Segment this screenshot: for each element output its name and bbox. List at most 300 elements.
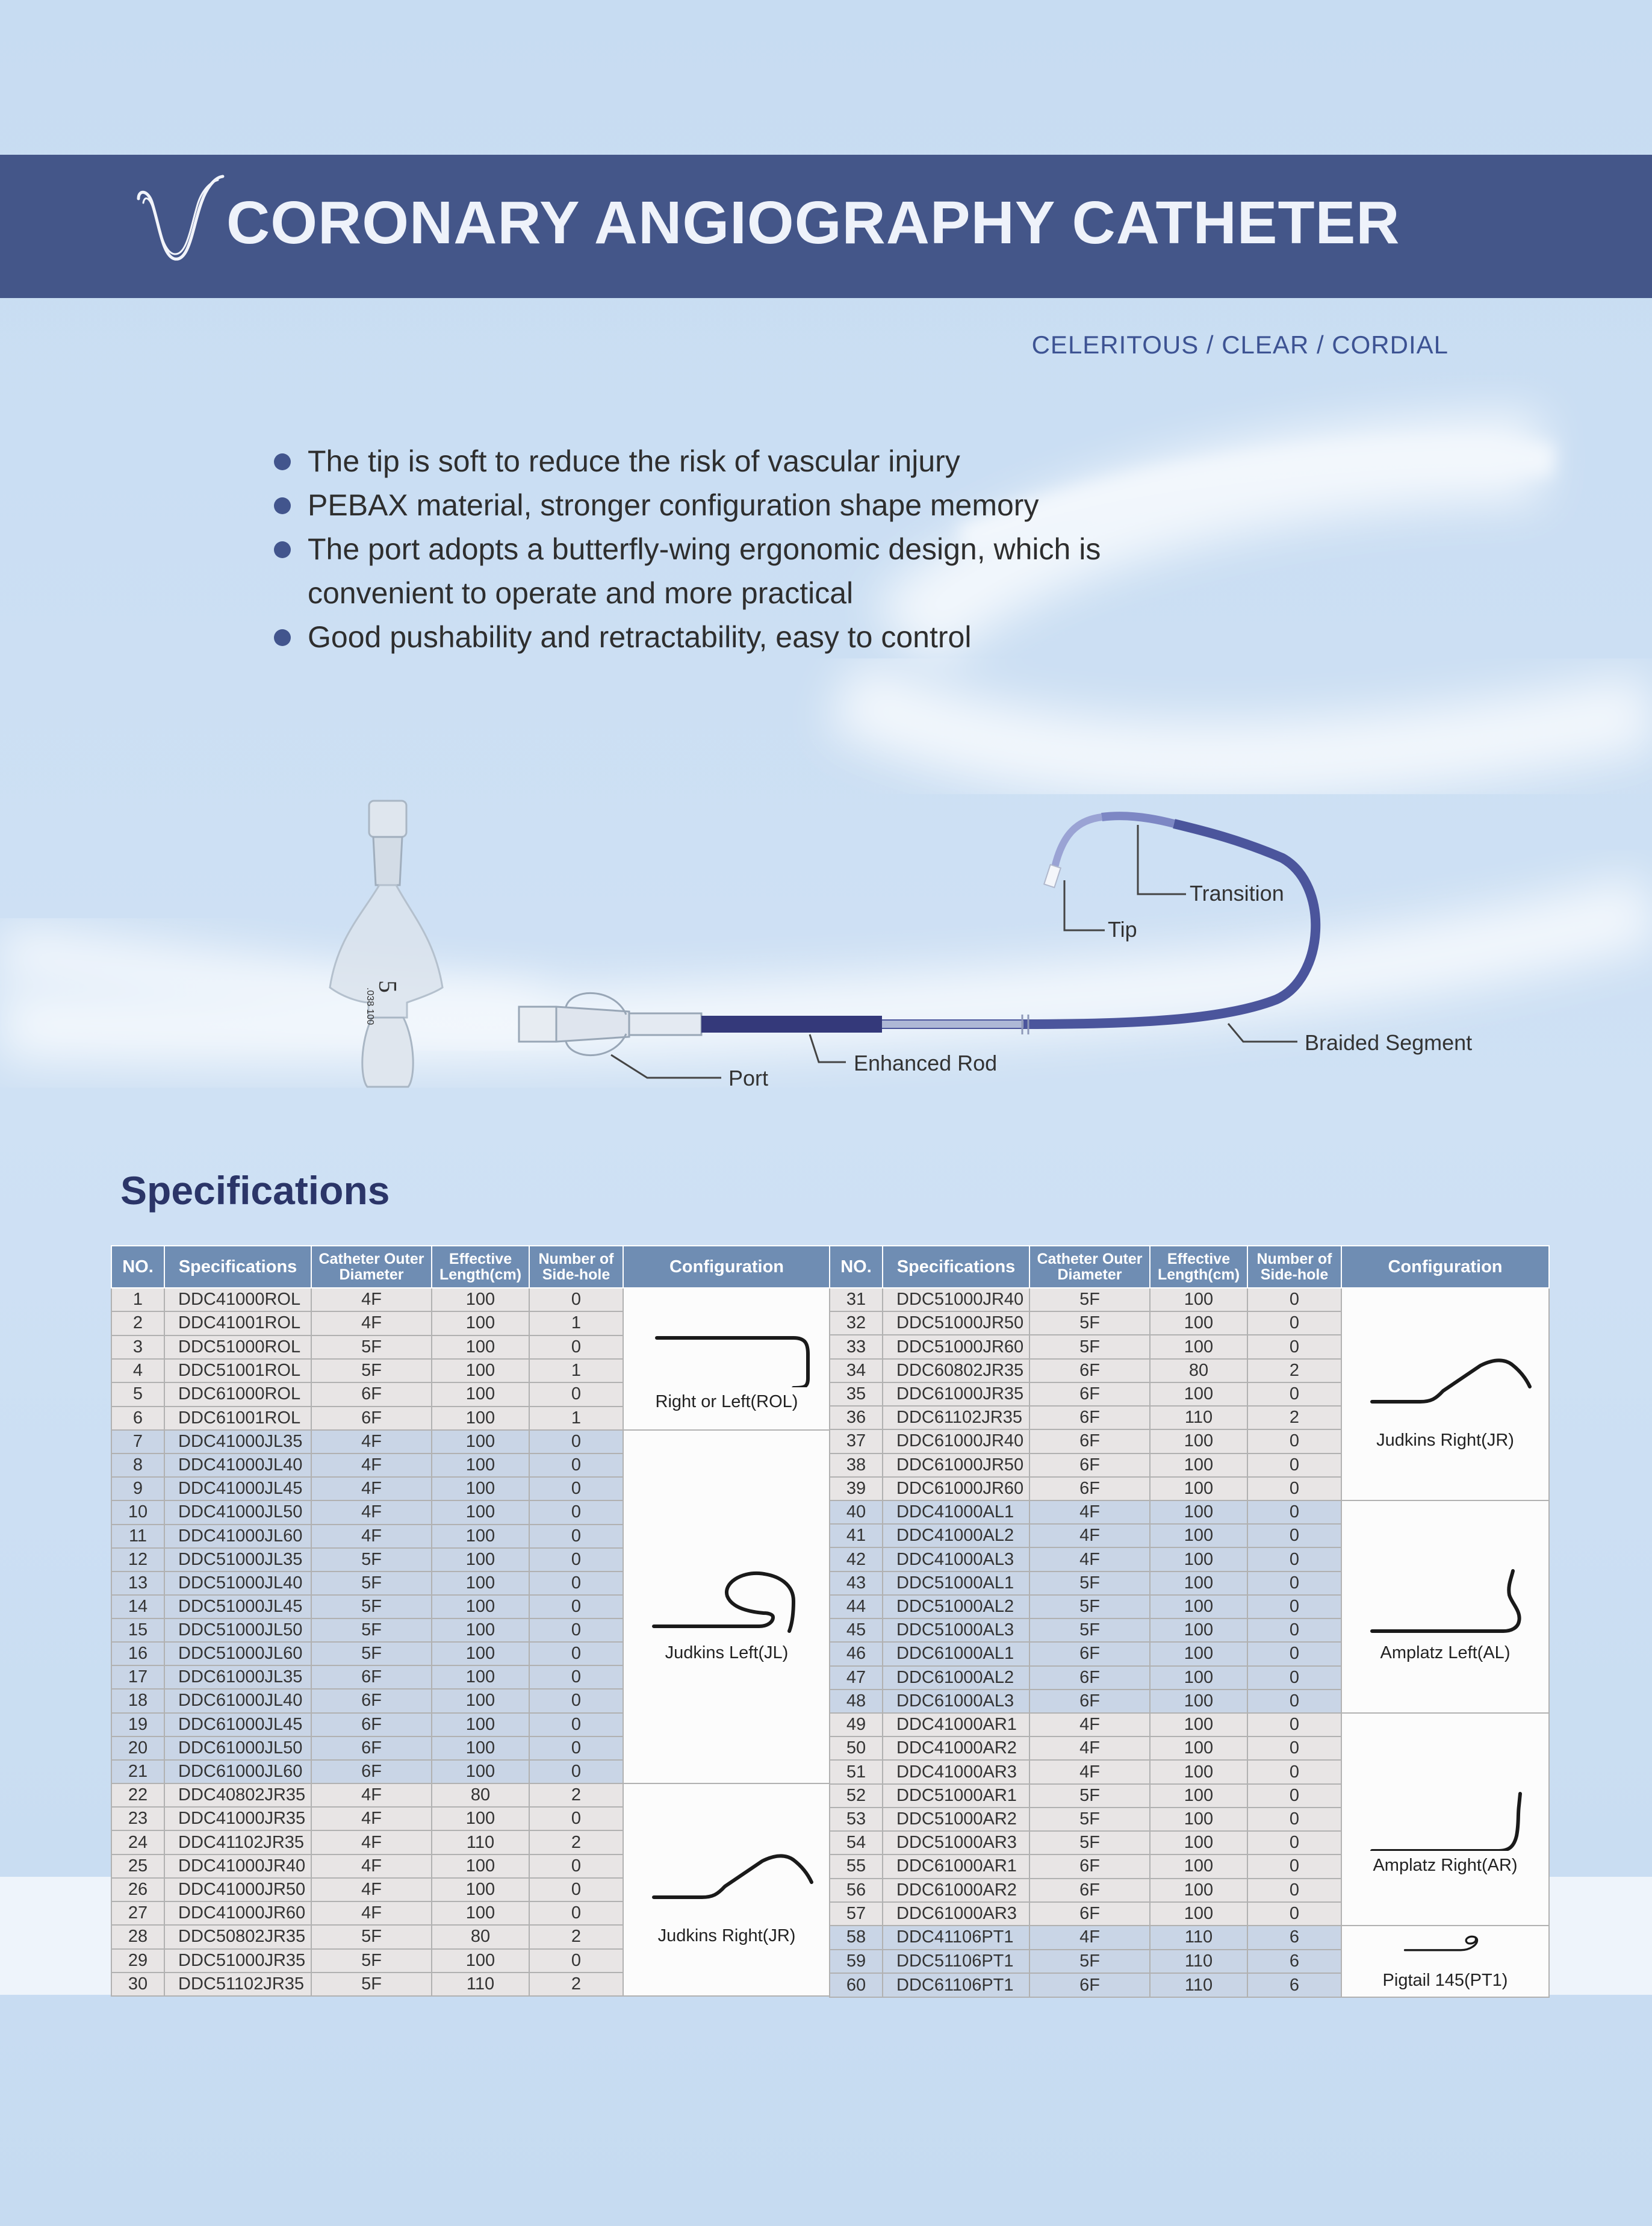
cell-len: 100 xyxy=(432,1430,529,1453)
callout-tip: Tip xyxy=(1108,917,1137,942)
cell-od: 5F xyxy=(1029,1831,1150,1854)
cell-len: 100 xyxy=(432,1311,529,1335)
cell-no: 35 xyxy=(830,1382,883,1406)
configuration-cell-ar xyxy=(1341,1713,1549,1926)
feature-item xyxy=(274,527,1213,615)
catheter-shape-jl-icon xyxy=(627,1548,825,1638)
enhanced-rod xyxy=(701,1016,882,1033)
col-configuration: Configuration xyxy=(1341,1246,1549,1288)
cell-len: 100 xyxy=(1150,1713,1247,1736)
cell-no: 49 xyxy=(830,1713,883,1736)
cell-holes: 0 xyxy=(1247,1784,1341,1808)
cell-holes: 6 xyxy=(1247,1926,1341,1950)
cell-no: 16 xyxy=(111,1642,164,1665)
catheter-shape-al-icon xyxy=(1345,1548,1544,1638)
cell-spec: DDC51102JR35 xyxy=(164,1973,311,1996)
cell-od: 6F xyxy=(1029,1690,1150,1713)
cell-od: 6F xyxy=(311,1736,432,1760)
cell-spec: DDC61000AR2 xyxy=(883,1879,1029,1902)
cell-no: 28 xyxy=(111,1925,164,1948)
cell-no: 14 xyxy=(111,1595,164,1618)
cell-no: 13 xyxy=(111,1572,164,1595)
configuration-label: Judkins Right(JR) xyxy=(1376,1430,1514,1450)
col-no: NO. xyxy=(111,1246,164,1288)
cell-no: 52 xyxy=(830,1784,883,1808)
cell-no: 10 xyxy=(111,1500,164,1524)
cell-spec: DDC61000ROL xyxy=(164,1382,311,1406)
cell-holes: 0 xyxy=(1247,1902,1341,1926)
bullet-icon xyxy=(274,453,291,470)
cell-len: 100 xyxy=(1150,1453,1247,1477)
cell-od: 4F xyxy=(311,1807,432,1830)
cell-len: 100 xyxy=(432,1713,529,1736)
feature-list xyxy=(274,440,1237,659)
cell-no: 1 xyxy=(111,1288,164,1311)
configuration-cell-jr xyxy=(1341,1288,1549,1500)
cell-od: 6F xyxy=(1029,1902,1150,1926)
cell-spec: DDC41001ROL xyxy=(164,1311,311,1335)
cell-len: 110 xyxy=(1150,1950,1247,1974)
cell-len: 100 xyxy=(1150,1690,1247,1713)
cell-len: 80 xyxy=(432,1783,529,1807)
cell-spec: DDC51000JR40 xyxy=(883,1288,1029,1311)
cell-holes: 0 xyxy=(1247,1760,1341,1783)
col-effective-length: Effective Length(cm) xyxy=(1150,1246,1247,1288)
cell-spec: DDC51000JL40 xyxy=(164,1572,311,1595)
cell-no: 8 xyxy=(111,1453,164,1477)
cell-holes: 0 xyxy=(1247,1642,1341,1665)
braided-segment xyxy=(882,824,1315,1024)
cell-spec: DDC51000AR3 xyxy=(883,1831,1029,1854)
cell-spec: DDC61106PT1 xyxy=(883,1973,1029,1997)
cell-len: 110 xyxy=(432,1830,529,1854)
bullet-icon xyxy=(274,497,291,514)
cell-spec: DDC51000JR60 xyxy=(883,1335,1029,1358)
cell-no: 20 xyxy=(111,1736,164,1760)
cell-no: 18 xyxy=(111,1689,164,1712)
cell-spec: DDC51000JL60 xyxy=(164,1642,311,1665)
cell-od: 6F xyxy=(311,1713,432,1736)
cell-no: 5 xyxy=(111,1382,164,1406)
cell-spec: DDC41000JL60 xyxy=(164,1525,311,1548)
cell-spec: DDC41000JL45 xyxy=(164,1477,311,1500)
cell-od: 5F xyxy=(311,1925,432,1948)
cell-len: 100 xyxy=(1150,1500,1247,1524)
cell-len: 100 xyxy=(432,1595,529,1618)
cell-holes: 0 xyxy=(529,1453,623,1477)
configuration-box xyxy=(624,1431,830,1783)
cell-no: 42 xyxy=(830,1547,883,1571)
feature-text: Good pushability and retractability, easy to control xyxy=(308,620,972,654)
page-title: CORONARY ANGIOGRAPHY CATHETER xyxy=(226,189,1400,256)
callout-port: Port xyxy=(728,1066,769,1090)
cell-no: 37 xyxy=(830,1429,883,1453)
cell-spec: DDC41102JR35 xyxy=(164,1830,311,1854)
cell-spec: DDC41000JR50 xyxy=(164,1878,311,1901)
cell-no: 50 xyxy=(830,1736,883,1760)
cell-no: 27 xyxy=(111,1901,164,1925)
cell-od: 6F xyxy=(1029,1879,1150,1902)
cell-no: 55 xyxy=(830,1854,883,1878)
cell-len: 100 xyxy=(1150,1547,1247,1571)
cell-od: 6F xyxy=(1029,1973,1150,1997)
cell-spec: DDC41000JR35 xyxy=(164,1807,311,1830)
cell-no: 51 xyxy=(830,1760,883,1783)
cell-holes: 0 xyxy=(1247,1500,1341,1524)
cell-od: 4F xyxy=(311,1453,432,1477)
cell-len: 100 xyxy=(432,1854,529,1878)
cell-len: 100 xyxy=(432,1949,529,1973)
feature-item xyxy=(274,615,1237,659)
cell-len: 110 xyxy=(1150,1406,1247,1429)
cell-od: 6F xyxy=(311,1689,432,1712)
cell-spec: DDC61000JR60 xyxy=(883,1477,1029,1500)
configuration-label: Judkins Right(JR) xyxy=(657,1926,796,1945)
cell-od: 5F xyxy=(311,1618,432,1642)
catheter-shape-rol-icon xyxy=(627,1303,825,1387)
feature-text: The port adopts a butterfly-wing ergonomic design, which is convenient to operate and more practical xyxy=(308,532,1101,610)
cell-spec: DDC51000JR35 xyxy=(164,1949,311,1973)
cell-holes: 0 xyxy=(1247,1429,1341,1453)
cell-spec: DDC51000AR2 xyxy=(883,1808,1029,1831)
configuration-cell-al xyxy=(1341,1500,1549,1713)
cell-len: 100 xyxy=(432,1382,529,1406)
table-row xyxy=(111,1430,830,1453)
cell-od: 5F xyxy=(1029,1288,1150,1311)
cell-holes: 2 xyxy=(529,1783,623,1807)
table-row xyxy=(830,1288,1549,1311)
cell-len: 100 xyxy=(432,1288,529,1311)
cell-od: 6F xyxy=(1029,1406,1150,1429)
cell-holes: 0 xyxy=(1247,1547,1341,1571)
configuration-label: Right or Left(ROL) xyxy=(655,1392,798,1411)
cell-holes: 0 xyxy=(1247,1618,1341,1642)
cell-spec: DDC51106PT1 xyxy=(883,1950,1029,1974)
cell-len: 100 xyxy=(432,1689,529,1712)
cell-no: 9 xyxy=(111,1477,164,1500)
cell-od: 6F xyxy=(1029,1854,1150,1878)
cell-len: 100 xyxy=(1150,1666,1247,1690)
cell-spec: DDC61000AR1 xyxy=(883,1854,1029,1878)
cell-holes: 0 xyxy=(529,1665,623,1689)
cell-od: 4F xyxy=(311,1783,432,1807)
configuration-box xyxy=(624,1784,830,1995)
cell-holes: 0 xyxy=(1247,1854,1341,1878)
cell-spec: DDC61000AR3 xyxy=(883,1902,1029,1926)
cell-od: 5F xyxy=(311,1642,432,1665)
cell-len: 80 xyxy=(432,1925,529,1948)
cell-od: 5F xyxy=(311,1595,432,1618)
cell-len: 110 xyxy=(432,1973,529,1996)
col-configuration: Configuration xyxy=(623,1246,830,1288)
cell-len: 100 xyxy=(1150,1879,1247,1902)
hub-marking: 5 xyxy=(373,980,401,993)
cell-spec: DDC60802JR35 xyxy=(883,1359,1029,1382)
cell-no: 23 xyxy=(111,1807,164,1830)
cell-od: 4F xyxy=(311,1878,432,1901)
feature-item xyxy=(274,483,1237,527)
spec-table-right xyxy=(829,1245,1550,1998)
cell-no: 11 xyxy=(111,1525,164,1548)
cell-od: 4F xyxy=(1029,1713,1150,1736)
cell-spec: DDC51000ROL xyxy=(164,1335,311,1359)
cell-spec: DDC41000JL50 xyxy=(164,1500,311,1524)
cell-no: 2 xyxy=(111,1311,164,1335)
cell-no: 33 xyxy=(830,1335,883,1358)
cell-len: 100 xyxy=(432,1407,529,1430)
cell-spec: DDC61000JL50 xyxy=(164,1736,311,1760)
cell-no: 32 xyxy=(830,1311,883,1335)
cell-no: 44 xyxy=(830,1595,883,1618)
cell-spec: DDC51000AL3 xyxy=(883,1618,1029,1642)
cell-len: 100 xyxy=(1150,1760,1247,1783)
cell-od: 5F xyxy=(1029,1572,1150,1595)
cell-len: 100 xyxy=(1150,1335,1247,1358)
cell-len: 100 xyxy=(1150,1618,1247,1642)
cell-holes: 0 xyxy=(529,1878,623,1901)
cell-no: 4 xyxy=(111,1359,164,1382)
cell-holes: 0 xyxy=(529,1713,623,1736)
cell-holes: 0 xyxy=(529,1525,623,1548)
bullet-icon xyxy=(274,629,291,646)
configuration-cell-pt xyxy=(1341,1926,1549,1997)
cell-len: 100 xyxy=(432,1736,529,1760)
cell-od: 4F xyxy=(311,1430,432,1453)
cell-holes: 0 xyxy=(529,1382,623,1406)
cell-len: 100 xyxy=(432,1618,529,1642)
cell-spec: DDC61000JL45 xyxy=(164,1713,311,1736)
cell-len: 100 xyxy=(432,1572,529,1595)
cell-len: 100 xyxy=(432,1901,529,1925)
cell-len: 80 xyxy=(1150,1359,1247,1382)
cell-holes: 0 xyxy=(529,1901,623,1925)
cell-len: 100 xyxy=(1150,1524,1247,1547)
cell-no: 30 xyxy=(111,1973,164,1996)
cell-len: 100 xyxy=(1150,1784,1247,1808)
cell-holes: 0 xyxy=(529,1760,623,1783)
hub-marking-small: .038 100 xyxy=(365,987,375,1025)
cell-spec: DDC51000JL35 xyxy=(164,1548,311,1572)
cell-spec: DDC61000JL60 xyxy=(164,1760,311,1783)
cell-od: 5F xyxy=(311,1548,432,1572)
cell-od: 5F xyxy=(1029,1311,1150,1335)
cell-no: 25 xyxy=(111,1854,164,1878)
cell-od: 5F xyxy=(311,1335,432,1359)
cell-od: 4F xyxy=(1029,1500,1150,1524)
cell-spec: DDC61000JR50 xyxy=(883,1453,1029,1477)
cell-no: 56 xyxy=(830,1879,883,1902)
cell-spec: DDC61000JL35 xyxy=(164,1665,311,1689)
col-outer-diameter: Catheter Outer Diameter xyxy=(311,1246,432,1288)
cell-od: 4F xyxy=(1029,1926,1150,1950)
cell-holes: 2 xyxy=(529,1830,623,1854)
catheter-hub-image xyxy=(330,801,442,1087)
cell-len: 100 xyxy=(432,1500,529,1524)
cell-spec: DDC51000JL50 xyxy=(164,1618,311,1642)
configuration-cell-jr xyxy=(623,1783,830,1996)
cell-od: 5F xyxy=(1029,1595,1150,1618)
cell-od: 4F xyxy=(311,1477,432,1500)
cell-od: 6F xyxy=(1029,1477,1150,1500)
cell-holes: 0 xyxy=(529,1477,623,1500)
configuration-label: Amplatz Left(AL) xyxy=(1380,1643,1511,1662)
cell-holes: 2 xyxy=(529,1925,623,1948)
cell-no: 36 xyxy=(830,1406,883,1429)
cell-len: 100 xyxy=(432,1642,529,1665)
cell-holes: 0 xyxy=(1247,1690,1341,1713)
cell-spec: DDC61000AL3 xyxy=(883,1690,1029,1713)
cell-len: 100 xyxy=(432,1359,529,1382)
cell-spec: DDC51000AR1 xyxy=(883,1784,1029,1808)
cell-no: 34 xyxy=(830,1359,883,1382)
cell-len: 100 xyxy=(432,1548,529,1572)
cell-len: 100 xyxy=(432,1477,529,1500)
cell-spec: DDC51000AL1 xyxy=(883,1572,1029,1595)
cell-spec: DDC61102JR35 xyxy=(883,1406,1029,1429)
col-effective-length: Effective Length(cm) xyxy=(432,1246,529,1288)
cell-spec: DDC41000JL40 xyxy=(164,1453,311,1477)
cell-holes: 0 xyxy=(1247,1453,1341,1477)
cell-holes: 0 xyxy=(529,1548,623,1572)
table-header-row xyxy=(830,1246,1549,1288)
cell-od: 4F xyxy=(311,1830,432,1854)
cell-len: 100 xyxy=(1150,1902,1247,1926)
cell-od: 5F xyxy=(311,1359,432,1382)
cell-holes: 0 xyxy=(529,1642,623,1665)
cell-od: 4F xyxy=(311,1854,432,1878)
cell-spec: DDC51000AL2 xyxy=(883,1595,1029,1618)
cell-od: 5F xyxy=(311,1572,432,1595)
cell-no: 54 xyxy=(830,1831,883,1854)
cell-holes: 0 xyxy=(529,1854,623,1878)
cell-holes: 2 xyxy=(1247,1406,1341,1429)
cell-no: 15 xyxy=(111,1618,164,1642)
cell-no: 24 xyxy=(111,1830,164,1854)
configuration-box xyxy=(1342,1926,1548,1997)
cell-no: 12 xyxy=(111,1548,164,1572)
transition-segment xyxy=(1102,816,1174,824)
cell-holes: 0 xyxy=(529,1618,623,1642)
cell-od: 4F xyxy=(311,1500,432,1524)
cell-holes: 0 xyxy=(529,1335,623,1359)
col-outer-diameter: Catheter Outer Diameter xyxy=(1029,1246,1150,1288)
cell-spec: DDC41000JL35 xyxy=(164,1430,311,1453)
catheter-tip xyxy=(1055,817,1102,867)
cell-len: 100 xyxy=(432,1878,529,1901)
cell-holes: 0 xyxy=(1247,1288,1341,1311)
configuration-label: Amplatz Right(AR) xyxy=(1373,1855,1518,1875)
catheter-port xyxy=(519,993,701,1055)
cell-holes: 0 xyxy=(1247,1477,1341,1500)
cell-no: 19 xyxy=(111,1713,164,1736)
tagline: CELERITOUS / CLEAR / CORDIAL xyxy=(1031,331,1449,359)
cell-no: 17 xyxy=(111,1665,164,1689)
cell-holes: 2 xyxy=(529,1973,623,1996)
cell-len: 110 xyxy=(1150,1926,1247,1950)
specifications-heading: Specifications xyxy=(120,1168,390,1213)
cell-no: 59 xyxy=(830,1950,883,1974)
col-side-holes: Number of Side-hole xyxy=(1247,1246,1341,1288)
configuration-cell-rol xyxy=(623,1288,830,1430)
cell-od: 6F xyxy=(1029,1453,1150,1477)
cell-len: 100 xyxy=(432,1335,529,1359)
callout-enhanced-rod: Enhanced Rod xyxy=(854,1051,998,1075)
configuration-box xyxy=(1342,1714,1548,1925)
cell-od: 6F xyxy=(311,1665,432,1689)
cell-len: 110 xyxy=(1150,1973,1247,1997)
cell-len: 100 xyxy=(1150,1808,1247,1831)
cell-spec: DDC51000JL45 xyxy=(164,1595,311,1618)
bullet-icon xyxy=(274,541,291,558)
table-row xyxy=(830,1926,1549,1950)
cell-od: 5F xyxy=(311,1973,432,1996)
cell-od: 5F xyxy=(1029,1618,1150,1642)
cell-len: 100 xyxy=(1150,1311,1247,1335)
col-side-holes: Number of Side-hole xyxy=(529,1246,623,1288)
cell-holes: 0 xyxy=(529,1595,623,1618)
cell-od: 5F xyxy=(1029,1950,1150,1974)
cell-holes: 1 xyxy=(529,1407,623,1430)
cell-holes: 0 xyxy=(529,1736,623,1760)
cell-holes: 0 xyxy=(1247,1524,1341,1547)
cell-len: 100 xyxy=(1150,1288,1247,1311)
cell-od: 4F xyxy=(1029,1736,1150,1760)
configuration-box xyxy=(1342,1289,1548,1500)
feature-item xyxy=(274,440,1237,483)
cell-len: 100 xyxy=(1150,1477,1247,1500)
cell-od: 6F xyxy=(311,1407,432,1430)
cell-holes: 0 xyxy=(529,1572,623,1595)
cell-spec: DDC50802JR35 xyxy=(164,1925,311,1948)
configuration-label: Pigtail 145(PT1) xyxy=(1382,1970,1508,1990)
cell-no: 3 xyxy=(111,1335,164,1359)
cell-no: 57 xyxy=(830,1902,883,1926)
cell-no: 58 xyxy=(830,1926,883,1950)
cell-holes: 0 xyxy=(1247,1595,1341,1618)
cell-spec: DDC61000AL2 xyxy=(883,1666,1029,1690)
cell-holes: 0 xyxy=(529,1430,623,1453)
table-row xyxy=(111,1783,830,1807)
cell-len: 100 xyxy=(1150,1854,1247,1878)
cell-holes: 0 xyxy=(1247,1713,1341,1736)
cell-no: 7 xyxy=(111,1430,164,1453)
cell-holes: 2 xyxy=(1247,1359,1341,1382)
cell-od: 5F xyxy=(1029,1335,1150,1358)
cell-holes: 0 xyxy=(1247,1666,1341,1690)
spec-table-left xyxy=(111,1245,831,1997)
cell-spec: DDC51000JR50 xyxy=(883,1311,1029,1335)
cell-holes: 0 xyxy=(1247,1335,1341,1358)
callout-transition: Transition xyxy=(1190,881,1284,906)
catheter-logo-icon xyxy=(126,172,229,268)
cell-spec: DDC41000AL3 xyxy=(883,1547,1029,1571)
table-header-row xyxy=(111,1246,830,1288)
cell-od: 4F xyxy=(311,1525,432,1548)
configuration-box xyxy=(624,1289,830,1429)
cell-no: 31 xyxy=(830,1288,883,1311)
cell-od: 6F xyxy=(1029,1429,1150,1453)
cell-no: 22 xyxy=(111,1783,164,1807)
cell-len: 100 xyxy=(432,1525,529,1548)
cell-holes: 6 xyxy=(1247,1950,1341,1974)
cell-od: 4F xyxy=(311,1901,432,1925)
cell-len: 100 xyxy=(1150,1642,1247,1665)
cell-spec: DDC61000JR35 xyxy=(883,1382,1029,1406)
cell-holes: 0 xyxy=(529,1689,623,1712)
cell-len: 100 xyxy=(432,1807,529,1830)
cell-spec: DDC41106PT1 xyxy=(883,1926,1029,1950)
cell-len: 100 xyxy=(1150,1572,1247,1595)
